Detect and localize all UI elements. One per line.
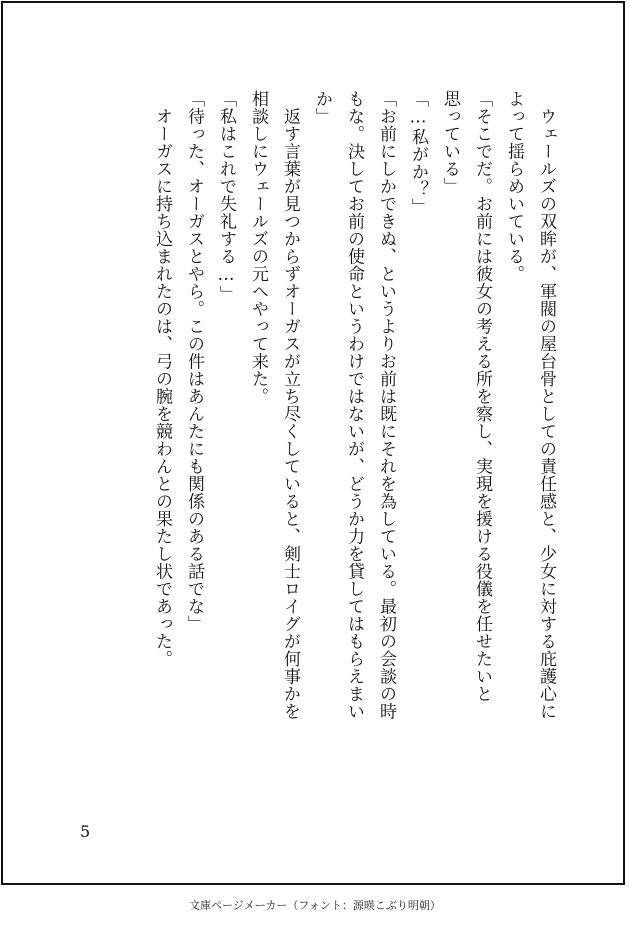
text-line: 「お前にしかできぬ、というよりお前は既にそれを為している。最初の会談の時 — [376, 90, 396, 720]
text-line: 「待った、オーガスとやら。この件はあんたにも関係のある話でな」 — [184, 90, 204, 633]
footer-caption: 文庫ページメーカー（フォント：源暎こぶり明朝） — [189, 899, 441, 912]
text-line: 「…私がか？」 — [408, 90, 428, 216]
text-line: 相談しにウェールズの元へやって来た。 — [248, 90, 268, 405]
text-line: オーガスに持ち込まれたのは、弓の腕を競わんとの果たし状であった。 — [152, 90, 172, 668]
text-line: か」 — [312, 90, 332, 125]
text-line: ウェールズの双眸が、軍閥の屋台骨としての責任感と、少女に対する庇護心に — [536, 90, 556, 720]
text-line: 「そこでだ。お前には彼女の考える所を察し、実現を援ける役儀を任せたいと — [472, 90, 492, 703]
vertical-body-text — [146, 90, 562, 830]
page-number: 5 — [80, 822, 91, 841]
text-line: もな。決してお前の使命というわけではないが、どうか力を貸してはもらえまい — [344, 90, 364, 720]
text-line: 「私はこれで失礼する…」 — [216, 90, 236, 303]
text-line: よって揺らめいている。 — [504, 90, 524, 283]
text-line: 思っている」 — [440, 90, 460, 195]
text-line: 返す言葉が見つからずオーガスが立ち尽くしていると、剣士ロイグが何事かを — [280, 90, 300, 720]
